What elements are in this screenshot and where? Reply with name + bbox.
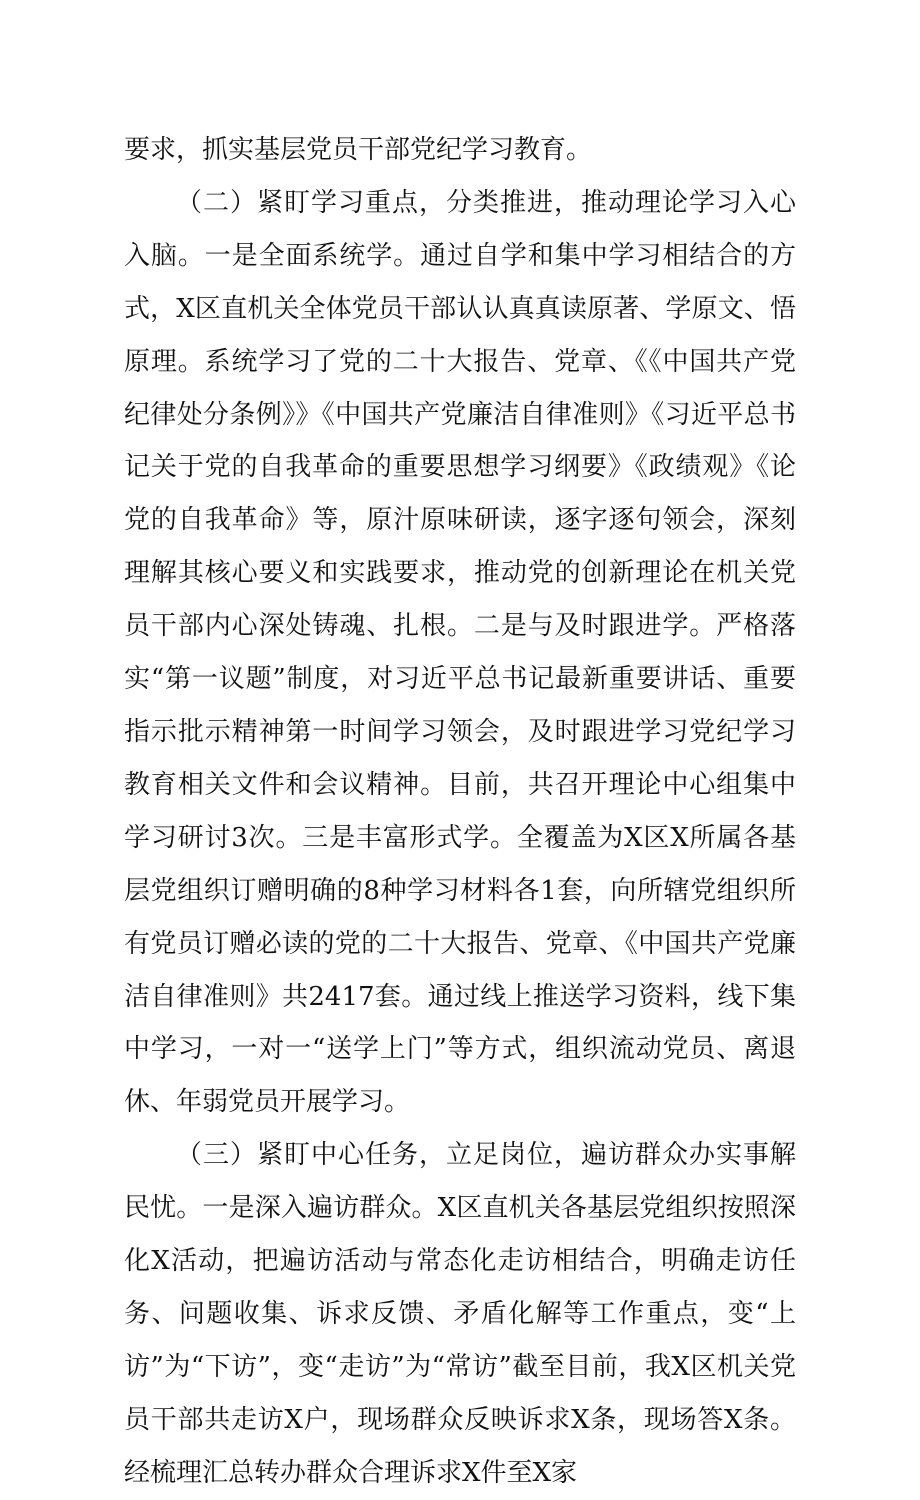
paragraph-section-three: （三）紧盯中心任务，立足岗位，遍访群众办实事解民忧。一是深入遍访群众。X区直机关各基层党组织按照深化X活动，把遍访活动与常态化走访相结合，明确走访任务、问题收集、诉求反馈、矛盾化解等工作重点，变“上访”为“下访”，变“走访”为“常访”截至目前，我X区机关党员干部共走访X户，现场群众反映诉求X条，现场答X条。经梳理汇总转办群众合理诉求X件至X家 [124, 1140, 796, 1488]
paragraph-continuation: 要求，抓实基层党员干部党纪学习教育。 [124, 135, 593, 165]
paragraph-section-two: （二）紧盯学习重点，分类推进，推动理论学习入心入脑。一是全面系统学。通过自学和集中学习相结合的方式，X区直机关全体党员干部认认真真读原著、学原文、悟原理。系统学习了党的二十大报告、党章、《《中国共产党纪律处分条例》》《中国共产党廉洁自律准则》《习近平总书记关于党的自我革命的重要思想学习纲要》《政绩观》《论党的自我革命》等，原汁原味研读，逐字逐句领会，深刻理解其核心要义和实践要求，推动党的创新理论在机关党员干部内心深处铸魂、扎根。二是与及时跟进学。严格落实“第一议题”制度，对习近平总书记最新重要讲话、重要指示批示精神第一时间学习领会，及时跟进学习党纪学习教育相关文件和会议精神。目前，共召开理论中心组集中学习研讨3次。三是丰富形式学。全覆盖为X区X所属各基层党组织订赠明确的8种学习材料各1套，向所辖党组织所有党员订赠必读的党的二十大报告、党章、《中国共产党廉洁自律准则》共2417套。通过线上推送学习资料，线下集中学习，一对一“送学上门”等方式，组织流动党员、离退休、年弱党员开展学习。 [124, 187, 796, 1118]
document-body [124, 124, 796, 1500]
